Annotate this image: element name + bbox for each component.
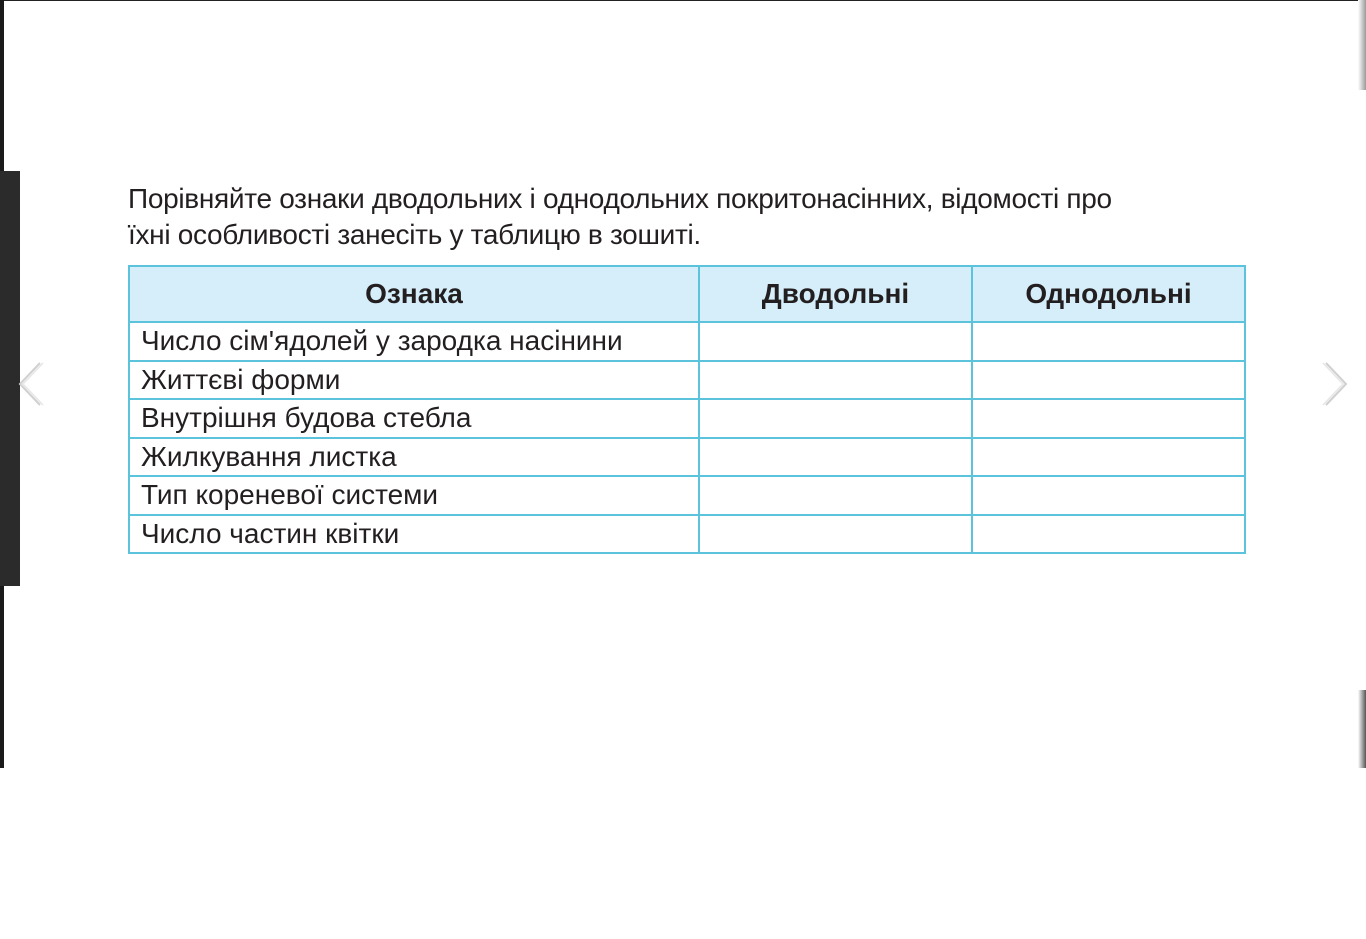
table-row xyxy=(129,399,1245,438)
table-row xyxy=(129,361,1245,400)
instructions-line-1: Порівняйте ознаки дводольних і однодольних покритонасінних, відомості про xyxy=(128,183,1112,214)
chevron-left-icon xyxy=(16,360,44,408)
dicots-cell xyxy=(699,322,972,361)
comparison-table xyxy=(128,265,1246,554)
feature-cell: Число частин квітки xyxy=(129,515,699,554)
monocots-cell xyxy=(972,515,1245,554)
header-dicots: Дводольні xyxy=(699,266,972,322)
header-feature: Ознака xyxy=(129,266,699,322)
feature-cell: Тип кореневої системи xyxy=(129,476,699,515)
dicots-cell xyxy=(699,476,972,515)
chevron-right-icon xyxy=(1322,360,1350,408)
table-header-row xyxy=(129,266,1245,322)
monocots-cell xyxy=(972,476,1245,515)
table-row xyxy=(129,438,1245,477)
next-page-button[interactable] xyxy=(1322,360,1350,408)
monocots-cell xyxy=(972,361,1245,400)
feature-cell: Жилкування листка xyxy=(129,438,699,477)
table-row xyxy=(129,322,1245,361)
header-monocots: Однодольні xyxy=(972,266,1245,322)
right-edge-shadow-bottom xyxy=(1358,690,1366,768)
feature-cell: Життєві форми xyxy=(129,361,699,400)
dicots-cell xyxy=(699,361,972,400)
dicots-cell xyxy=(699,438,972,477)
feature-cell: Внутрішня будова стебла xyxy=(129,399,699,438)
feature-cell: Число сім'ядолей у зародка насінини xyxy=(129,322,699,361)
monocots-cell xyxy=(972,399,1245,438)
dicots-cell xyxy=(699,399,972,438)
table-row xyxy=(129,476,1245,515)
right-edge-shadow-top xyxy=(1358,0,1366,90)
task-instructions xyxy=(128,181,1258,253)
table-row xyxy=(129,515,1245,554)
frame-top-border xyxy=(0,0,1366,1)
dicots-cell xyxy=(699,515,972,554)
instructions-line-2: їхні особливості занесіть у таблицю в зошиті. xyxy=(128,219,701,250)
monocots-cell xyxy=(972,322,1245,361)
prev-page-button[interactable] xyxy=(16,360,44,408)
monocots-cell xyxy=(972,438,1245,477)
